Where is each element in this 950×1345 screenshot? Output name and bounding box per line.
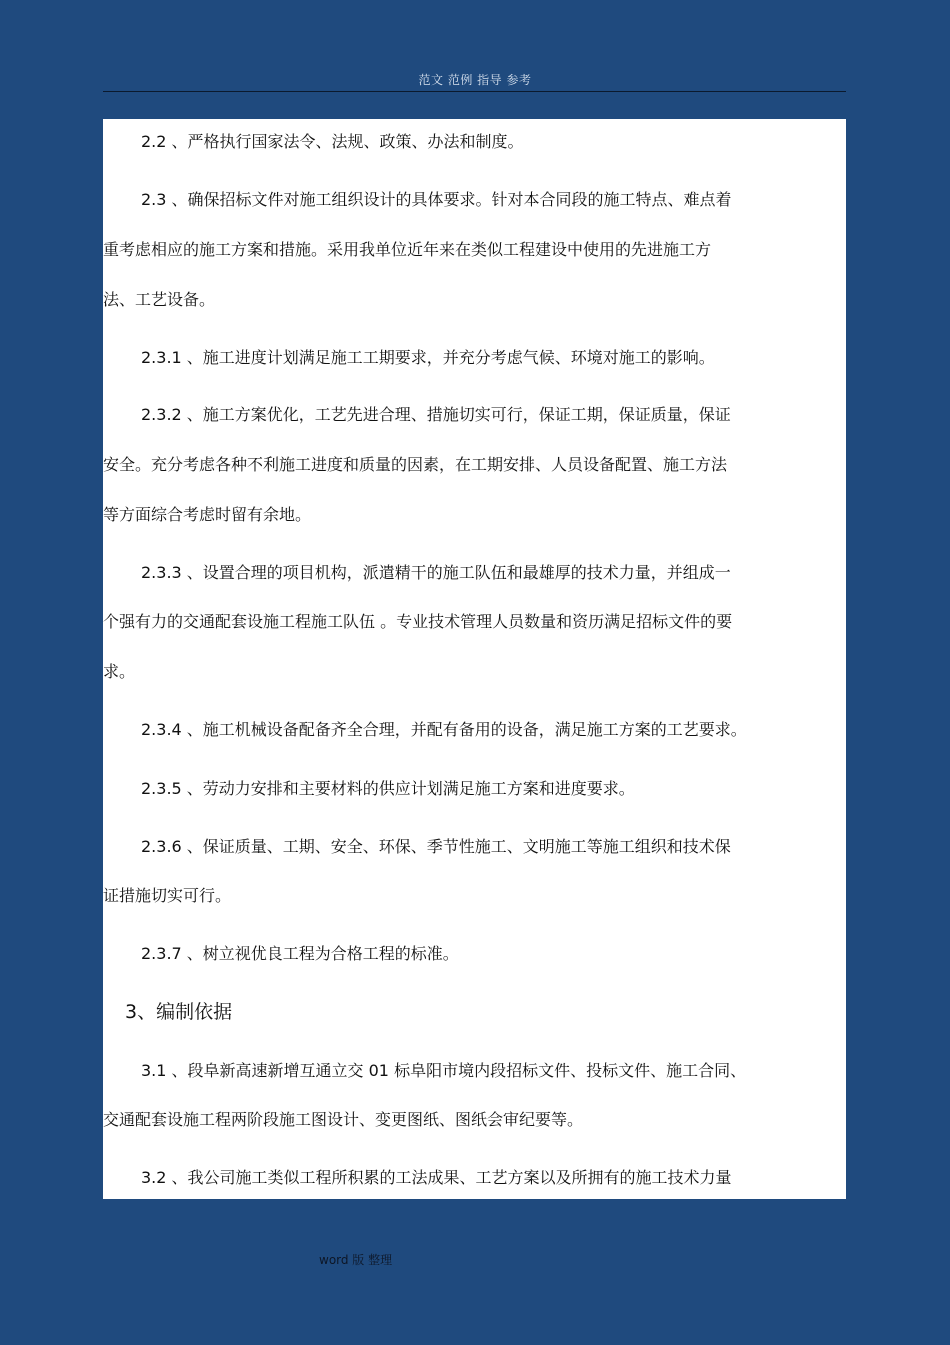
page-footer-text: word 版 整理	[319, 1253, 393, 1267]
paragraph-2-3-3-line-2: 个强有力的交通配套设施工程施工队伍 。专业技术管理人员数量和资历满足招标文件的要	[103, 612, 733, 631]
paragraph-2-3-3-line-3: 求。	[103, 662, 136, 681]
paragraph-2-3-line-1: 2.3 、确保招标文件对施工组织设计的具体要求。针对本合同段的施工特点、难点着	[141, 190, 732, 209]
page-header-text: 范文 范例 指导 参考	[418, 73, 532, 87]
document-page	[103, 119, 846, 1199]
paragraph-2-3-4: 2.3.4 、施工机械设备配备齐全合理，并配有备用的设备，满足施工方案的工艺要求。	[141, 720, 747, 739]
paragraph-2-3-5: 2.3.5 、劳动力安排和主要材料的供应计划满足施工方案和进度要求。	[141, 779, 635, 798]
paragraph-2-3-line-2: 重考虑相应的施工方案和措施。采用我单位近年来在类似工程建设中使用的先进施工方	[103, 240, 712, 259]
paragraph-2-3-line-3: 法、工艺设备。	[103, 290, 216, 309]
paragraph-2-3-6-line-1: 2.3.6 、保证质量、工期、安全、环保、季节性施工、文明施工等施工组织和技术保	[141, 837, 731, 856]
paragraph-2-3-2-line-2: 安全。充分考虑各种不利施工进度和质量的因素，在工期安排、人员设备配置、施工方法	[103, 455, 728, 474]
paragraph-3-2-line-1: 3.2 、我公司施工类似工程所积累的工法成果、工艺方案以及所拥有的施工技术力量	[141, 1168, 732, 1187]
paragraph-3-1-line-1: 3.1 、段阜新高速新增互通立交 01 标阜阳市境内段招标文件、投标文件、施工合同、	[141, 1061, 747, 1080]
paragraph-2-3-3-line-1: 2.3.3 、设置合理的项目机构，派遣精干的施工队伍和最雄厚的技术力量，并组成一	[141, 563, 731, 582]
paragraph-2-3-1: 2.3.1 、施工进度计划满足施工工期要求，并充分考虑气候、环境对施工的影响。	[141, 348, 715, 367]
header-divider	[103, 91, 846, 92]
paragraph-2-3-2-line-3: 等方面综合考虑时留有余地。	[103, 505, 312, 524]
paragraph-3-1-line-2: 交通配套设施工程两阶段施工图设计、变更图纸、图纸会审纪要等。	[103, 1110, 584, 1129]
paragraph-2-3-2-line-1: 2.3.2 、施工方案优化，工艺先进合理、措施切实可行，保证工期，保证质量，保证	[141, 405, 731, 424]
section-heading-3: 3、编制依据	[125, 1001, 233, 1023]
paragraph-2-2: 2.2 、严格执行国家法令、法规、政策、办法和制度。	[141, 132, 524, 151]
paragraph-2-3-6-line-2: 证措施切实可行。	[103, 886, 232, 905]
paragraph-2-3-7: 2.3.7 、树立视优良工程为合格工程的标准。	[141, 944, 459, 963]
